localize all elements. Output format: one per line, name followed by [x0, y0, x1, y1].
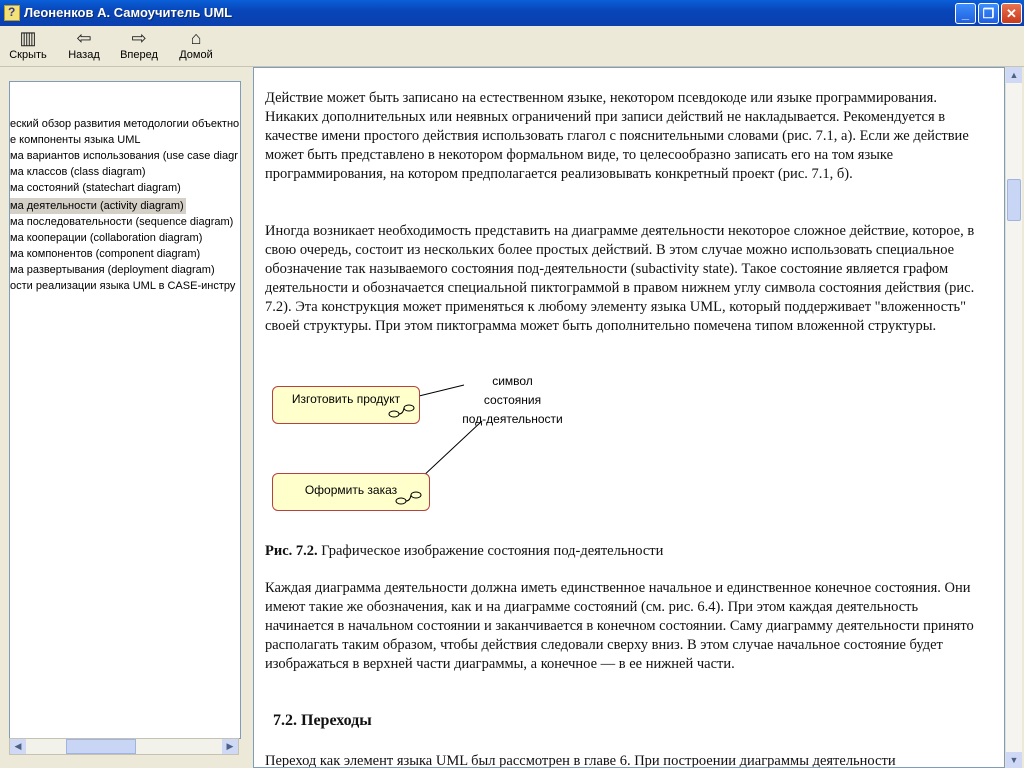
figure-annotation — [450, 372, 575, 429]
state-label: Изготовить продукт — [291, 392, 401, 406]
caption-prefix: Рис. 7.2. — [265, 543, 318, 559]
toc-item[interactable]: ма компонентов (component diagram) — [10, 248, 201, 260]
toc-item[interactable]: ости реализации языка UML в CASE-инстру — [10, 280, 236, 292]
toc-item[interactable]: е компоненты языка UML — [10, 134, 141, 146]
subactivity-icon — [395, 490, 425, 508]
toc-list — [9, 116, 239, 294]
scroll-right-icon[interactable]: ▶ — [222, 739, 238, 754]
state-place-order — [272, 473, 430, 511]
arrow-left-icon: ⇦ — [76, 28, 92, 48]
figure-caption — [265, 542, 663, 561]
annotation-line: состояния — [483, 393, 542, 407]
scroll-up-icon[interactable]: ▲ — [1006, 67, 1022, 83]
caption-text: Графическое изображение состояния под-деятельности — [317, 543, 664, 559]
home-button[interactable] — [178, 27, 214, 65]
title-bar — [0, 0, 1024, 26]
paragraph: Каждая диаграмма деятельности должна иметь единственное начальное и единственное конечное состояния. Они имеют такие же обозначения, как и на диаграмме состояний (см. рис. 6.4). При этом каждая деятельность начинается в начальном состоянии и заканчивается в конечном состоянии. Саму диаграмму деятельности принято располагать таким образом, чтобы действия следовали сверху вниз. В этом случае начальное состояние будет изображаться в верхней части диаграммы, а конечное — в ее нижней части. — [265, 580, 974, 672]
section-heading: 7.2. Переходы — [273, 712, 372, 729]
paragraph: Иногда возникает необходимость представить на диаграмме деятельности некоторое сложное действие, которое, в свою очередь, состоит из нескольких более простых действий. В этом случае можно использовать специальное обозначение так называемого состояния под-деятельности (subactivity state). Такое состояние является графом деятельности и обозначается специальной пиктограммой в правом нижнем углу символа состояния действия (рис. 7.2). Эта конструкция может применяться к любому элементу языка UML, который поддерживает "вложенность" своей структуры. При этом пиктограмма может быть дополнительно помечена типом вложенной структуры. — [265, 223, 975, 334]
hide-label: Скрыть — [9, 49, 47, 61]
home-icon: ⌂ — [190, 28, 202, 48]
toc-item[interactable]: ма вариантов использования (use case diagr — [10, 150, 238, 162]
state-make-product — [272, 386, 420, 424]
figure-connector-lines — [254, 68, 1005, 528]
toc-horizontal-scrollbar[interactable] — [9, 738, 239, 755]
back-button[interactable] — [66, 27, 102, 65]
toc-item[interactable]: ма классов (class diagram) — [10, 166, 146, 178]
paragraph: Действие может быть записано на естественном языке, некотором псевдокоде или языке программирования. Никаких дополнительных или неявных ограничений при записи действий не накладывается. Рекомендуется в качестве имени простого действия использовать глагол с пояснительными словами (рис. 7.1, а). Если же действие может быть представлено в некотором формальном виде, то целесообразно записать его на том языке программирования, на котором предполагается реализовывать конкретный проект (рис. 7.1, б). — [265, 90, 969, 182]
maximize-button[interactable]: ❐ — [978, 3, 999, 24]
content-pane — [253, 67, 1005, 768]
toc-item-selected[interactable]: ма деятельности (activity diagram) — [10, 200, 184, 212]
home-label: Домой — [179, 49, 213, 61]
annotation-line: под-деятельности — [462, 412, 563, 426]
back-label: Назад — [68, 49, 100, 61]
subactivity-icon — [388, 403, 418, 421]
toc-item[interactable]: еский обзор развития методологии объектно — [10, 118, 240, 130]
toc-item[interactable]: ма последовательности (sequence diagram) — [10, 216, 234, 228]
state-label: Оформить заказ — [304, 483, 398, 497]
arrow-right-icon: ⇨ — [131, 28, 147, 48]
minimize-button[interactable]: _ — [955, 3, 976, 24]
scroll-thumb[interactable] — [1007, 179, 1021, 221]
forward-button[interactable] — [120, 27, 158, 65]
close-button[interactable]: ✕ — [1001, 3, 1022, 24]
annotation-line: символ — [492, 374, 533, 388]
scroll-left-icon[interactable]: ◀ — [10, 739, 26, 754]
paragraph: Переход как элемент языка UML был рассмотрен в главе 6. При построении диаграммы деятельности — [265, 753, 896, 768]
scroll-thumb[interactable] — [66, 739, 136, 754]
window-title: Леоненков А. Самоучитель UML — [24, 5, 233, 20]
scroll-down-icon[interactable]: ▼ — [1006, 752, 1022, 768]
toc-item[interactable]: ма кооперации (collaboration diagram) — [10, 232, 203, 244]
forward-label: Вперед — [120, 49, 158, 61]
hide-button[interactable] — [8, 27, 48, 65]
content-vertical-scrollbar[interactable] — [1005, 67, 1022, 768]
toc-item[interactable]: ма состояний (statechart diagram) — [10, 182, 181, 194]
hide-pane-icon: ▥ — [19, 28, 37, 48]
toc-tree — [9, 81, 241, 739]
toc-item[interactable]: ма развертывания (deployment diagram) — [10, 264, 215, 276]
pane-splitter[interactable] — [246, 67, 253, 768]
toc-pane — [0, 67, 246, 764]
toolbar — [0, 26, 1024, 67]
help-book-icon — [4, 5, 20, 21]
